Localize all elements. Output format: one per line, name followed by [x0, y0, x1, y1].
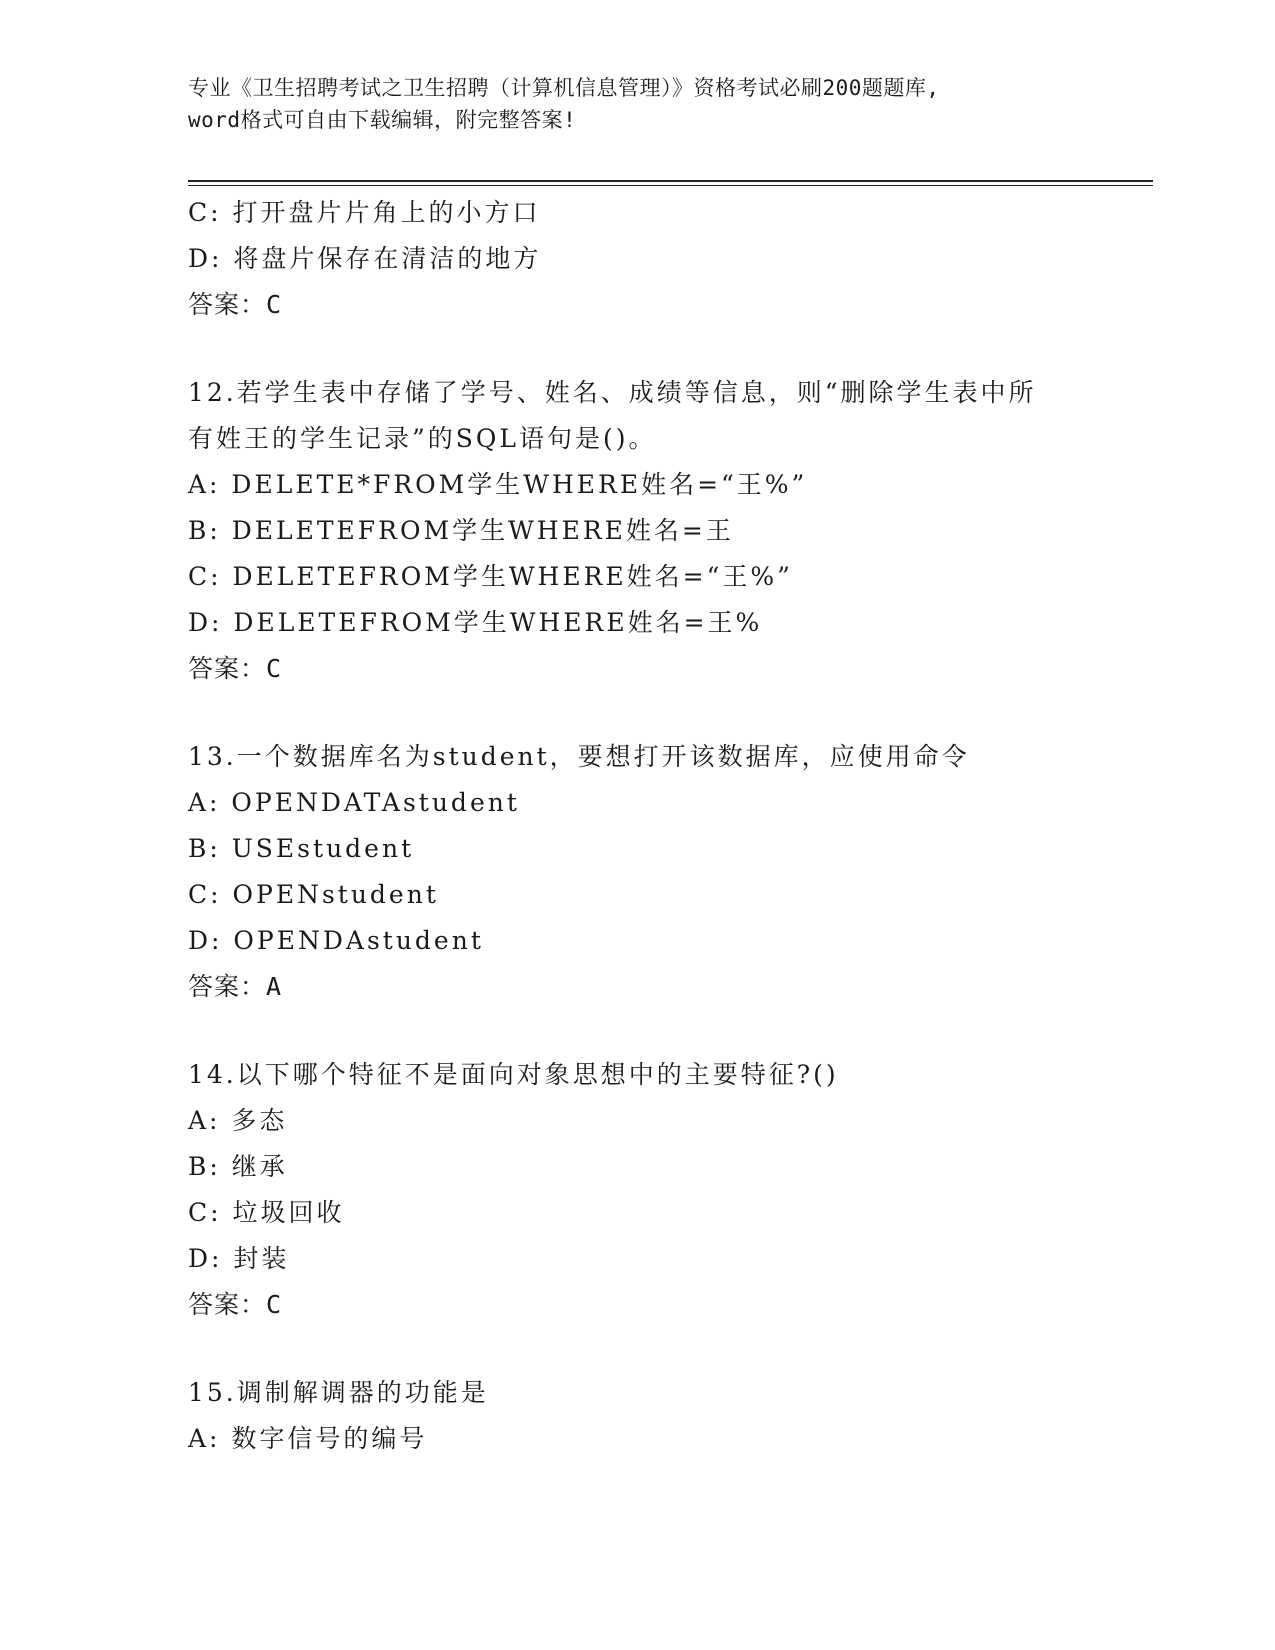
option-c: C: 打开盘片片角上的小方口: [188, 198, 541, 227]
option-c: C: 垃圾回收: [188, 1198, 345, 1227]
option-d: D: 封装: [188, 1244, 290, 1273]
question-11: [188, 190, 1088, 328]
question-15: [188, 1370, 1088, 1462]
question-stem-line-2: 有姓王的学生记录”的SQL语句是()。: [188, 424, 657, 453]
header-divider-thin: [188, 185, 1153, 186]
option-b: B: DELETEFROM学生WHERE姓名=王: [188, 516, 734, 545]
question-12: [188, 370, 1088, 692]
option-c: C: DELETEFROM学生WHERE姓名=“王%”: [188, 562, 793, 591]
question-13: [188, 734, 1088, 1010]
document-header: [188, 72, 1088, 136]
answer: 答案：C: [188, 654, 283, 683]
option-b: B: USEstudent: [188, 834, 415, 863]
option-a: A: OPENDATAstudent: [188, 788, 520, 817]
header-divider-thick: [188, 180, 1153, 182]
option-a: A: 数字信号的编号: [188, 1424, 428, 1453]
option-b: B: 继承: [188, 1152, 288, 1181]
option-a: A: 多态: [188, 1106, 288, 1135]
question-stem: 13.一个数据库名为student，要想打开该数据库，应使用命令: [188, 742, 970, 771]
answer: 答案：C: [188, 290, 283, 319]
option-d: D: 将盘片保存在清洁的地方: [188, 244, 542, 273]
option-c: C: OPENstudent: [188, 880, 439, 909]
option-d: D: OPENDAstudent: [188, 926, 484, 955]
option-a: A: DELETE*FROM学生WHERE姓名=“王%”: [188, 470, 808, 499]
question-stem: 15.调制解调器的功能是: [188, 1378, 489, 1407]
header-title-line-1: 专业《卫生招聘考试之卫生招聘（计算机信息管理）》资格考试必刷200题题库,: [188, 76, 940, 100]
question-stem: 14.以下哪个特征不是面向对象思想中的主要特征?(): [188, 1060, 839, 1089]
answer: 答案：A: [188, 972, 283, 1001]
question-stem-line-1: 12.若学生表中存储了学号、姓名、成绩等信息，则“删除学生表中所: [188, 378, 1037, 407]
question-list: [188, 190, 1088, 1462]
option-d: D: DELETEFROM学生WHERE姓名=王%: [188, 608, 763, 637]
question-14: [188, 1052, 1088, 1328]
header-title-line-2: word格式可自由下载编辑，附完整答案!: [188, 108, 577, 132]
answer: 答案：C: [188, 1290, 283, 1319]
